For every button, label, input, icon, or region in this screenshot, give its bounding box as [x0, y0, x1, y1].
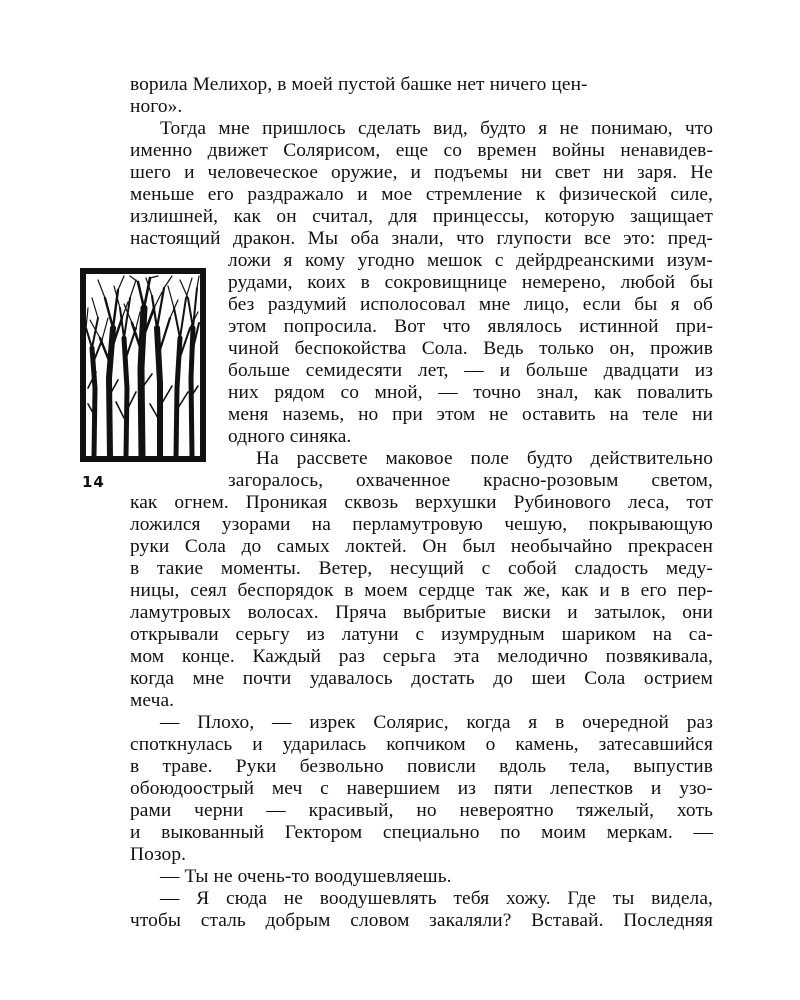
text-line: споткнулась и ударилась копчиком о камень, затесавшийся: [130, 734, 713, 755]
text-line: чтобы сталь добрым словом закаляли? Вставай. Последняя: [130, 910, 713, 931]
text-line: Тогда мне пришлось сделать вид, будто я не понимаю, что: [160, 118, 713, 139]
text-line: ложился узорами на перламутровую чешую, покрывающую: [130, 514, 713, 535]
text-line: меня наземь, но при этом не оставить на теле ни: [228, 404, 713, 425]
text-line: ламутровых волосах. Пряча выбритые виски и затылок, они: [130, 602, 713, 623]
text-line: шего и человеческое оружие, и подъемы ни свет ни заря. Не: [130, 162, 713, 183]
text-line: именно движет Солярисом, еще со времен войны ненавидев-: [130, 140, 713, 161]
text-line: настоящий дракон. Мы оба знали, что глупости все это: пред-: [130, 228, 713, 249]
text-line: в траве. Руки безвольно повисли вдоль тела, выпустив: [130, 756, 713, 777]
text-line: как огнем. Проникая сквозь верхушки Рубинового леса, тот: [130, 492, 713, 513]
text-line: ложи я кому угодно мешок с дейрдреанскими изум-: [228, 250, 713, 271]
text-line: обоюдоострый меч с навершием из пяти лепестков и узо-: [130, 778, 713, 799]
text-line: и выкованный Гектором специально по моим меркам. —: [130, 822, 713, 843]
text-line: руки Сола до самых локтей. Он был необычайно прекрасен: [130, 536, 713, 557]
text-line: загоралось, охваченное красно-розовым светом,: [228, 470, 713, 491]
text-line: больше семидесяти лет, — и больше двадцати из: [228, 360, 713, 381]
text-line: в такие моменты. Ветер, несущий с собой сладость меду-: [130, 558, 713, 579]
text-line: ного».: [130, 96, 183, 117]
text-line: когда мне почти удавалось достать до шеи Сола острием: [130, 668, 713, 689]
text-line: них рядом со мной, — точно знал, как повалить: [228, 382, 713, 403]
text-line: рудами, коих в сокровищнице немерено, любой бы: [228, 272, 713, 293]
text-line: мом конце. Каждый раз серьга эта мелодично позвякивала,: [130, 646, 713, 667]
text-line: меньше его раздражало и мое стремление к физической силе,: [130, 184, 713, 205]
text-line: одного синяка.: [228, 426, 352, 447]
forest-trees-icon: [80, 268, 206, 462]
text-line: На рассвете маковое поле будто действительно: [256, 448, 713, 469]
text-line: чиной беспокойства Сола. Ведь только он, прожив: [228, 338, 713, 359]
text-line: открывали серьгу из латуни с изумрудным шариком на са-: [130, 624, 713, 645]
text-line: этом попросила. Вот что являлось истинной при-: [228, 316, 713, 337]
text-line: — Ты не очень-то воодушевляешь.: [160, 866, 452, 887]
text-line: ворила Мелихор, в моей пустой башке нет ничего цен-: [130, 74, 588, 95]
text-line: излишней, как он считал, для принцессы, которую защищает: [130, 206, 713, 227]
text-line: рами черни — красивый, но невероятно тяжелый, хоть: [130, 800, 713, 821]
text-line: ницы, сеял беспорядок в моем сердце так же, как и в его пер-: [130, 580, 713, 601]
text-line: Позор.: [130, 844, 187, 865]
text-line: — Плохо, — изрек Солярис, когда я в очередной раз: [160, 712, 713, 733]
page-number: 14: [82, 473, 105, 491]
text-line: без раздумий исполосовал мне лицо, если бы я об: [228, 294, 713, 315]
text-line: — Я сюда не воодушевлять тебя хожу. Где ты видела,: [160, 888, 713, 909]
text-line: меча.: [130, 690, 175, 711]
